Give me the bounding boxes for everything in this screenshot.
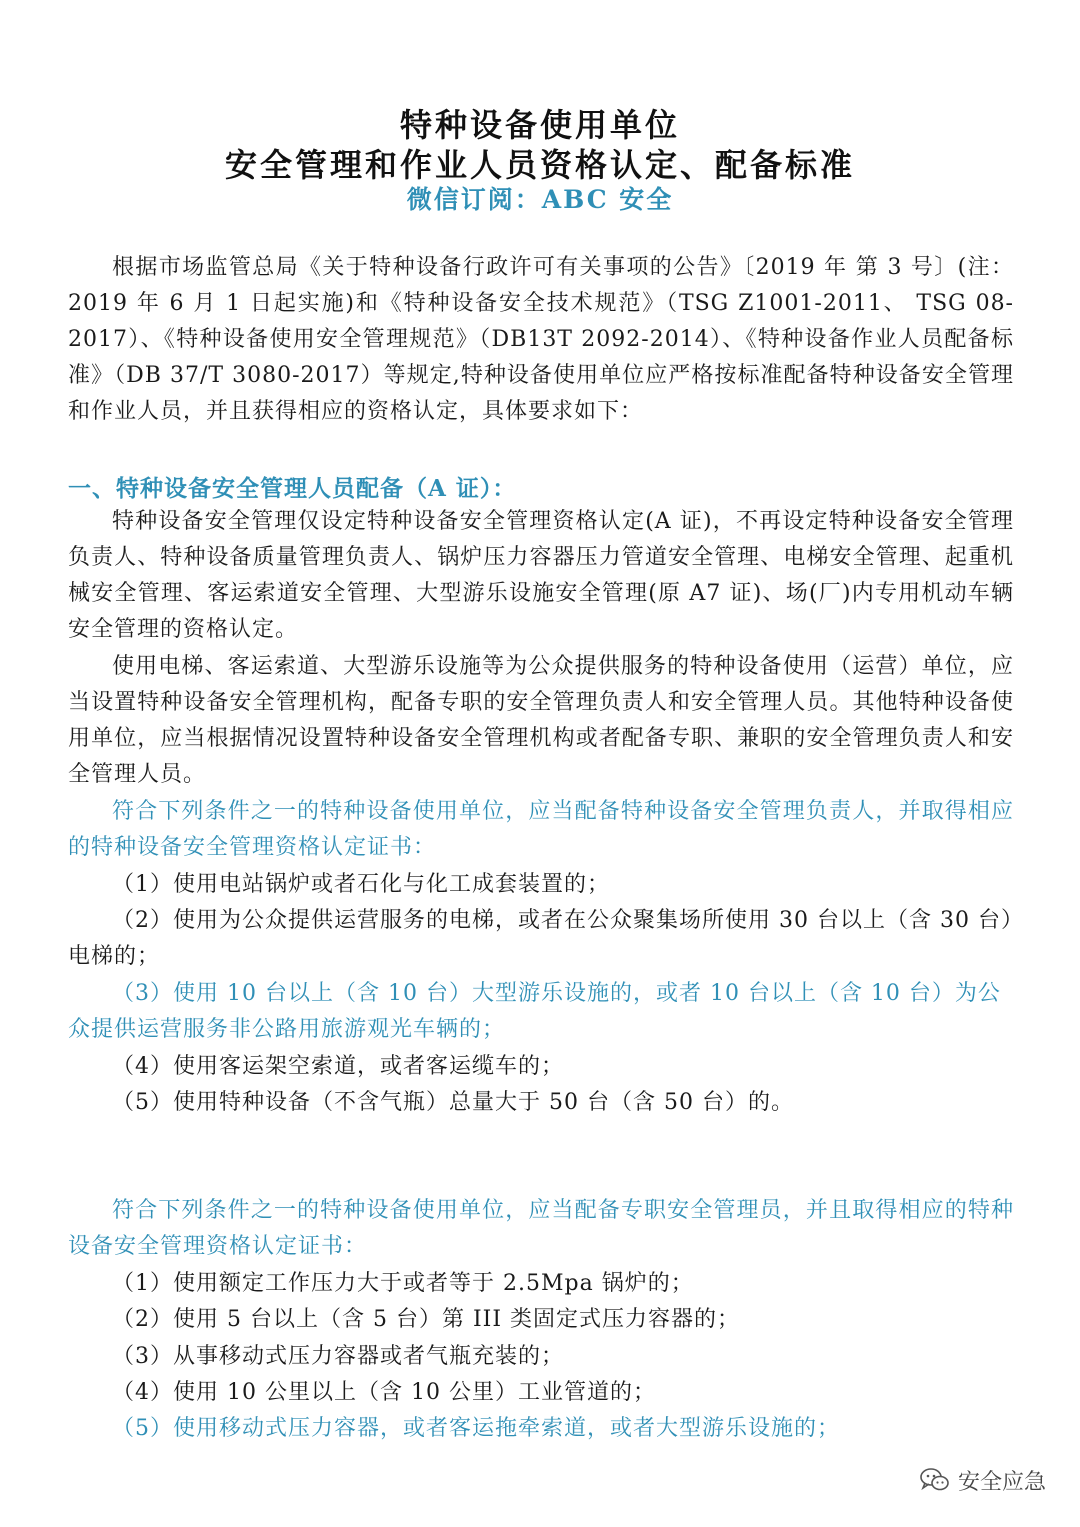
document-title-line-2: 安全管理和作业人员资格认定、配备标准 <box>224 146 855 184</box>
subscribe-line: 微信订阅：ABC 安全 <box>406 185 674 214</box>
group-2-item-1: （1）使用额定工作压力大于或者等于 2.5Mpa 锅炉的； <box>112 1271 694 1296</box>
group-1-item-5: （5）使用特种设备（不含气瓶）总量大于 50 台（含 50 台）的。 <box>112 1090 794 1115</box>
watermark-text: 安全应急 <box>957 1469 1046 1495</box>
watermark <box>920 1460 1046 1500</box>
group-2-item-4: （4）使用 10 公里以上（含 10 公里）工业管道的； <box>112 1380 656 1405</box>
group-2-intro: 符合下列条件之一的特种设备使用单位，应当配备专职安全管理员，并且取得相应的特种设备安全管理资格认定证书： <box>68 1198 1014 1259</box>
group-1-intro: 符合下列条件之一的特种设备使用单位，应当配备特种设备安全管理负责人，并取得相应的特种设备安全管理资格认定证书： <box>68 799 1014 860</box>
section-1-paragraph-1: 特种设备安全管理仅设定特种设备安全管理资格认定(A 证)，不再设定特种设备安全管理负责人、特种设备质量管理负责人、锅炉压力容器压力管道安全管理、电梯安全管理、起重机械安全管理、客运索道安全管理、大型游乐设施安全管理(原 A7 证)、场(厂)内专用机动车辆安全管理的资格认定。 <box>68 509 1014 642</box>
group-1-item-1: （1）使用电站锅炉或者石化与化工成套装置的； <box>112 872 610 897</box>
wechat-icon <box>920 1467 950 1493</box>
group-2-item-2: （2）使用 5 台以上（含 5 台）第 III 类固定式压力容器的； <box>112 1307 741 1332</box>
intro-paragraph: 根据市场监管总局《关于特种设备行政许可有关事项的公告》〔2019 年 第 3 号〕(注：2019 年 6 月 1 日起实施)和《特种设备安全技术规范》（TSG Z1001-2011、 TSG 08-2017）、《特种设备使用安全管理规范》（DB13T 2092-2014）、《特种设备作业人员配备标准》（DB 37/T 3080-2017）等规定,特种设备使用单位应严格按标准配备特种设备安全管理和作业人员，并且获得相应的资格认定，具体要求如下： <box>68 255 1014 424</box>
document-title-line-1: 特种设备使用单位 <box>399 106 680 144</box>
group-1-item-3: （3）使用 10 台以上（含 10 台）大型游乐设施的，或者 10 台以上（含 10 台）为公众提供运营服务非公路用旅游观光车辆的； <box>68 981 1001 1042</box>
group-1-item-2: （2）使用为公众提供运营服务的电梯，或者在公众聚集场所使用 30 台以上（含 30 台）电梯的； <box>68 908 1013 969</box>
group-1-item-4: （4）使用客运架空索道，或者客运缆车的； <box>112 1054 564 1079</box>
group-2-item-5: （5）使用移动式压力容器，或者客运拖牵索道，或者大型游乐设施的； <box>112 1416 840 1441</box>
group-2-item-3: （3）从事移动式压力容器或者气瓶充装的； <box>112 1344 564 1369</box>
section-1-paragraph-2: 使用电梯、客运索道、大型游乐设施等为公众提供服务的特种设备使用（运营）单位，应当设置特种设备安全管理机构，配备专职的安全管理负责人和安全管理人员。其他特种设备使用单位，应当根据情况设置特种设备安全管理机构或者配备专职、兼职的安全管理负责人和安全管理人员。 <box>68 654 1014 787</box>
section-1-heading: 一、特种设备安全管理人员配备（A 证）： <box>68 475 517 502</box>
